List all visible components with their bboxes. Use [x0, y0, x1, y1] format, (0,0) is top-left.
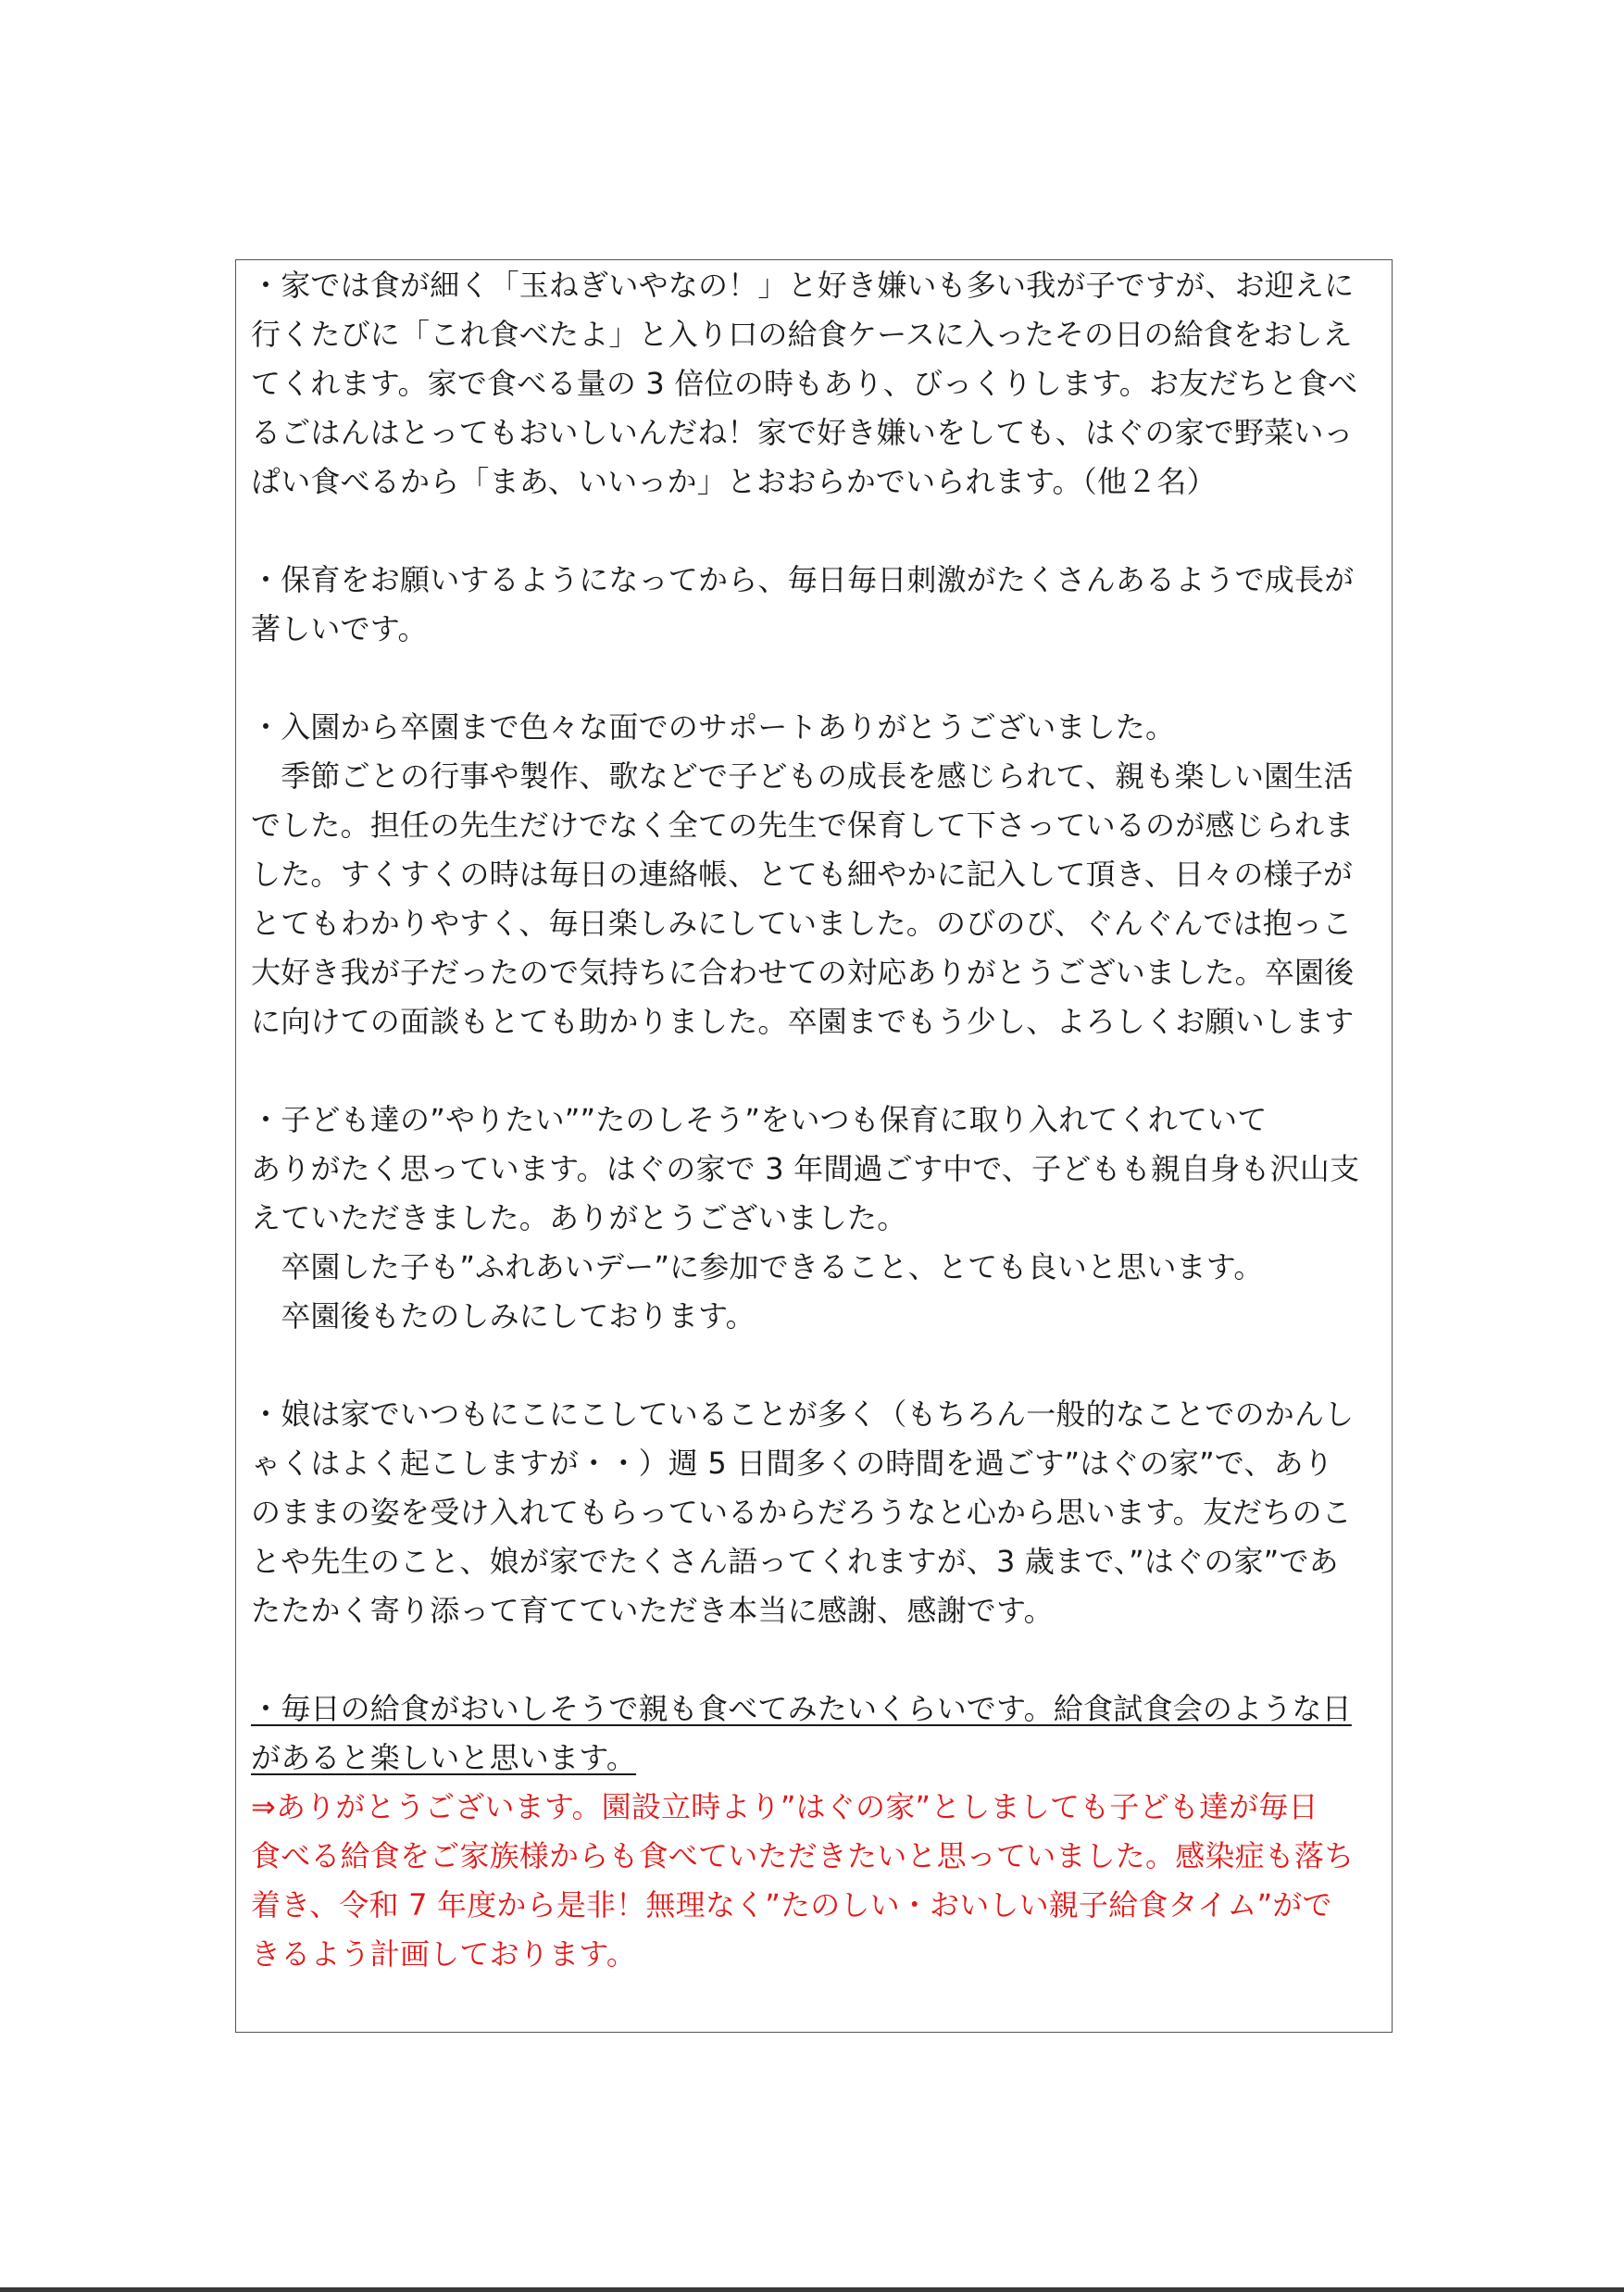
reply-line: ⇒ありがとうございます。園設立時より”はぐの家”としましても子ども達が毎日: [251, 1789, 1318, 1824]
comment-line: とてもわかりやすく、毎日楽しみにしていました。のびのび、ぐんぐんでは抱っこ: [251, 906, 1353, 941]
comment-line: ・家では食が細く「玉ねぎいやなの！」と好き嫌いも多い我が子ですが、お迎えに: [251, 268, 1355, 303]
comment-line: ぱい食べるから「まあ、いいっか」とおおらかでいられます。（他２名）: [251, 464, 1217, 499]
comment-line: たたかく寄り添って育てていただき本当に感謝、感謝です。: [251, 1593, 1054, 1628]
comment-line: に向けての面談もとても助かりました。卒園までもう少し、よろしくお願いします: [251, 1004, 1355, 1039]
comment-line: ・保育をお願いするようになってから、毎日毎日刺激がたくさんあるようで成長が: [251, 562, 1355, 597]
comment-line: るごはんはとってもおいしいんだね！家で好き嫌いをしても、はぐの家で野菜いっ: [251, 415, 1354, 450]
reply-line: 食べる給食をご家族様からも食べていただきたいと思っていました。感染症も落ち: [251, 1838, 1355, 1873]
comment-line: 著しいです。: [251, 611, 428, 646]
comment-line: ・娘は家でいつもにこにこしていることが多く（もちろん一般的なことでのかんし: [251, 1396, 1355, 1432]
comment-text: があると楽しいと思います。: [251, 1740, 637, 1775]
comment-line: 卒園した子も”ふれあいデー”に参加できること、とても良いと思います。: [251, 1249, 1264, 1284]
page-bottom-rule: [0, 2287, 1624, 2292]
comment-line-underlined: [251, 1734, 1379, 1783]
comment-line: てくれます。家で食べる量の 3 倍位の時もあり、びっくりします。お友だちと食べ: [251, 366, 1358, 401]
reply-line: きるよう計画しております。: [251, 1936, 637, 1972]
reply-line: 着き、令和 7 年度から是非！無理なく”たのしい・おいしい親子給食タイム”がで: [251, 1887, 1332, 1923]
comments-content: [251, 261, 1379, 1979]
spacer: [251, 654, 1379, 703]
comment-line: とや先生のこと、娘が家でたくさん語ってくれますが、3 歳まで、”はぐの家”であ: [251, 1544, 1339, 1579]
comment-line: 大好き我が子だったので気持ちに合わせての対応ありがとうございました。卒園後: [251, 955, 1355, 990]
comment-line: ゃくはよく起こしますが・・）週 5 日間多くの時間を過ごす”はぐの家”で、あり: [251, 1446, 1334, 1481]
comment-line: ・子ども達の”やりたい””たのしそう”をいつも保育に取り入れてくれていて: [251, 1102, 1268, 1137]
spacer: [251, 1046, 1379, 1096]
comment-line: ありがたく思っています。はぐの家で 3 年間過ごす中で、子どもも親自身も沢山支: [251, 1151, 1360, 1186]
comment-line: 行くたびに「これ食べたよ」と入り口の給食ケースに入ったその日の給食をおしえ: [251, 317, 1353, 352]
comment-line: した。すくすくの時は毎日の連絡帳、とても細やかに記入して頂き、日々の様子が: [251, 857, 1354, 892]
comment-line: のままの姿を受け入れてもらっているからだろうなと心から思います。友だちのこ: [251, 1495, 1352, 1530]
comment-line-underlined: [251, 1685, 1379, 1734]
spacer: [251, 507, 1379, 556]
comment-line: えていただきました。ありがとうございました。: [251, 1200, 907, 1235]
comment-line: でした。担任の先生だけでなく全ての先生で保育して下さっているのが感じられま: [251, 808, 1355, 843]
comment-line: ・入園から卒園まで色々な面でのサポートありがとうございました。: [251, 709, 1176, 745]
spacer: [251, 1635, 1379, 1685]
comment-line: 季節ごとの行事や製作、歌などで子どもの成長を感じられて、親も楽しい園生活: [251, 758, 1354, 794]
spacer: [251, 1341, 1379, 1390]
comment-line: 卒園後もたのしみにしております。: [251, 1298, 756, 1334]
comment-text: ・毎日の給食がおいしそうで親も食べてみたいくらいです。給食試食会のような日: [251, 1691, 1352, 1726]
